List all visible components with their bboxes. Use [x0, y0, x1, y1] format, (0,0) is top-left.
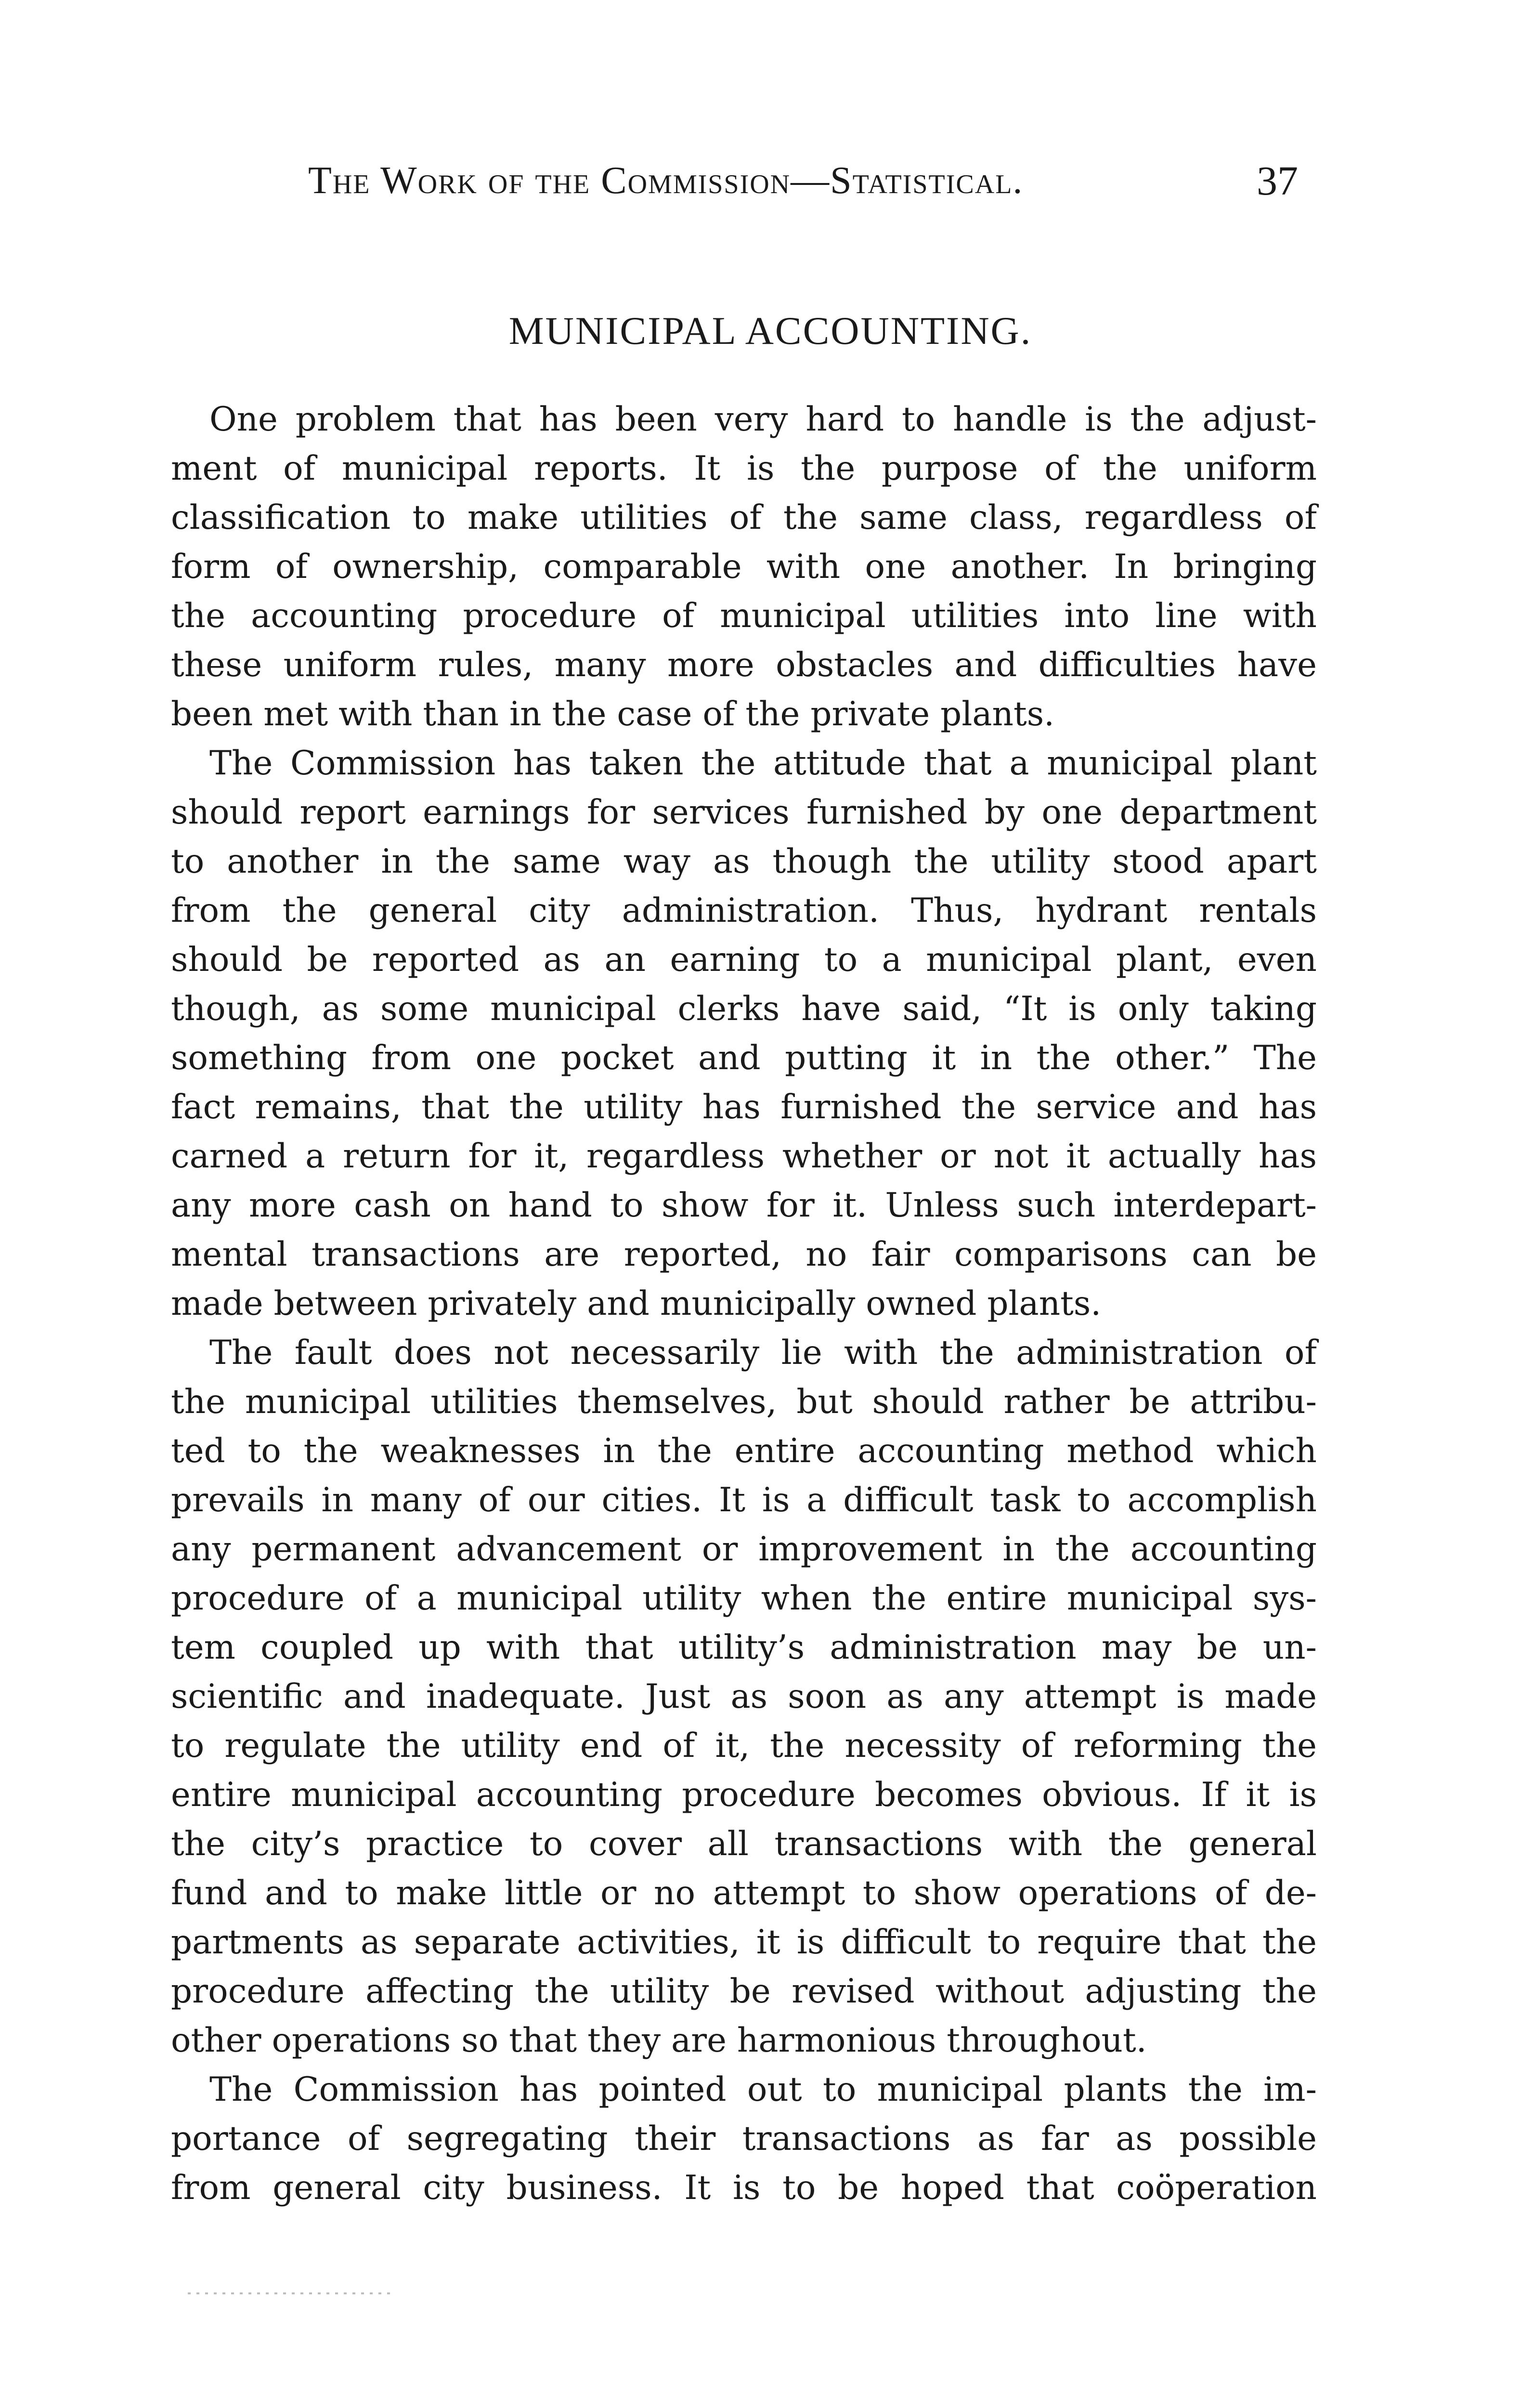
running-head: The Work of the Commission—Statistical.: [308, 159, 1024, 202]
text-line: to another in the same way as though the utility stood apart: [171, 842, 1317, 881]
text-line: form of ownership, comparable with one another. In bringing: [171, 548, 1317, 586]
text-line: The Commission has pointed out to municipal plants the im-: [209, 2070, 1317, 2109]
text-line: to regulate the utility end of it, the necessity of reforming the: [171, 1727, 1317, 1765]
text-line: ment of municipal reports. It is the purpose of the uniform: [171, 449, 1317, 488]
text-line: any permanent advancement or improvement in the accounting: [171, 1530, 1317, 1569]
text-line: from general city business. It is to be hoped that coöperation: [171, 2169, 1317, 2207]
paragraph-1: [171, 395, 1317, 739]
text-line: fund and to make little or no attempt to show operations of de-: [171, 1874, 1317, 1912]
text-line: The fault does not necessarily lie with the administration of: [209, 1334, 1317, 1372]
body-text: [171, 395, 1317, 2212]
text-line: something from one pocket and putting it in the other.” The: [171, 1039, 1317, 1077]
page-number: 37: [1257, 157, 1298, 204]
text-line: the city’s practice to cover all transactions with the general: [171, 1825, 1317, 1863]
text-line: procedure of a municipal utility when the entire municipal sys-: [171, 1579, 1317, 1618]
text-line: any more cash on hand to show for it. Unless such interdepart-: [171, 1186, 1317, 1225]
text-line: fact remains, that the utility has furnished the service and has: [171, 1088, 1317, 1126]
text-line: been met with than in the case of the private plants.: [171, 695, 1055, 733]
text-line: should be reported as an earning to a municipal plant, even: [171, 941, 1317, 979]
text-line: portance of segregating their transactions as far as possible: [171, 2120, 1317, 2158]
text-line: the municipal utilities themselves, but should rather be attribu-: [171, 1383, 1317, 1421]
text-line: other operations so that they are harmonious throughout.: [171, 2021, 1147, 2060]
paragraph-4: [171, 2065, 1317, 2212]
text-line: The Commission has taken the attitude that a municipal plant: [209, 744, 1317, 783]
text-line: made between privately and municipally owned plants.: [171, 1284, 1102, 1323]
text-line: mental transactions are reported, no fair comparisons can be: [171, 1235, 1317, 1274]
text-line: prevails in many of our cities. It is a difficult task to accomplish: [171, 1481, 1317, 1519]
paragraph-3: [171, 1328, 1317, 2065]
text-line: the accounting procedure of municipal utilities into line with: [171, 597, 1317, 635]
text-line: entire municipal accounting procedure becomes obvious. If it is: [171, 1776, 1317, 1814]
text-line: partments as separate activities, it is difficult to require that the: [171, 1923, 1317, 1962]
text-line: though, as some municipal clerks have said, “It is only taking: [171, 990, 1317, 1028]
text-line: scientific and inadequate. Just as soon as any attempt is made: [171, 1677, 1317, 1716]
text-line: these uniform rules, many more obstacles and difficulties have: [171, 646, 1317, 684]
text-line: from the general city administration. Thus, hydrant rentals: [171, 891, 1317, 930]
text-line: tem coupled up with that utility’s administration may be un-: [171, 1628, 1317, 1667]
text-line: One problem that has been very hard to handle is the adjust-: [209, 400, 1317, 439]
section-title: MUNICIPAL ACCOUNTING.: [508, 309, 1032, 353]
text-line: should report earnings for services furnished by one department: [171, 793, 1317, 832]
text-line: carned a return for it, regardless whether or not it actually has: [171, 1137, 1317, 1176]
text-line: ted to the weaknesses in the entire accounting method which: [171, 1432, 1317, 1470]
text-line: classification to make utilities of the same class, regardless of: [171, 498, 1317, 537]
text-line: procedure affecting the utility be revised without adjusting the: [171, 1972, 1317, 2011]
scan-smudge: [188, 2292, 395, 2294]
paragraph-2: [171, 739, 1317, 1328]
